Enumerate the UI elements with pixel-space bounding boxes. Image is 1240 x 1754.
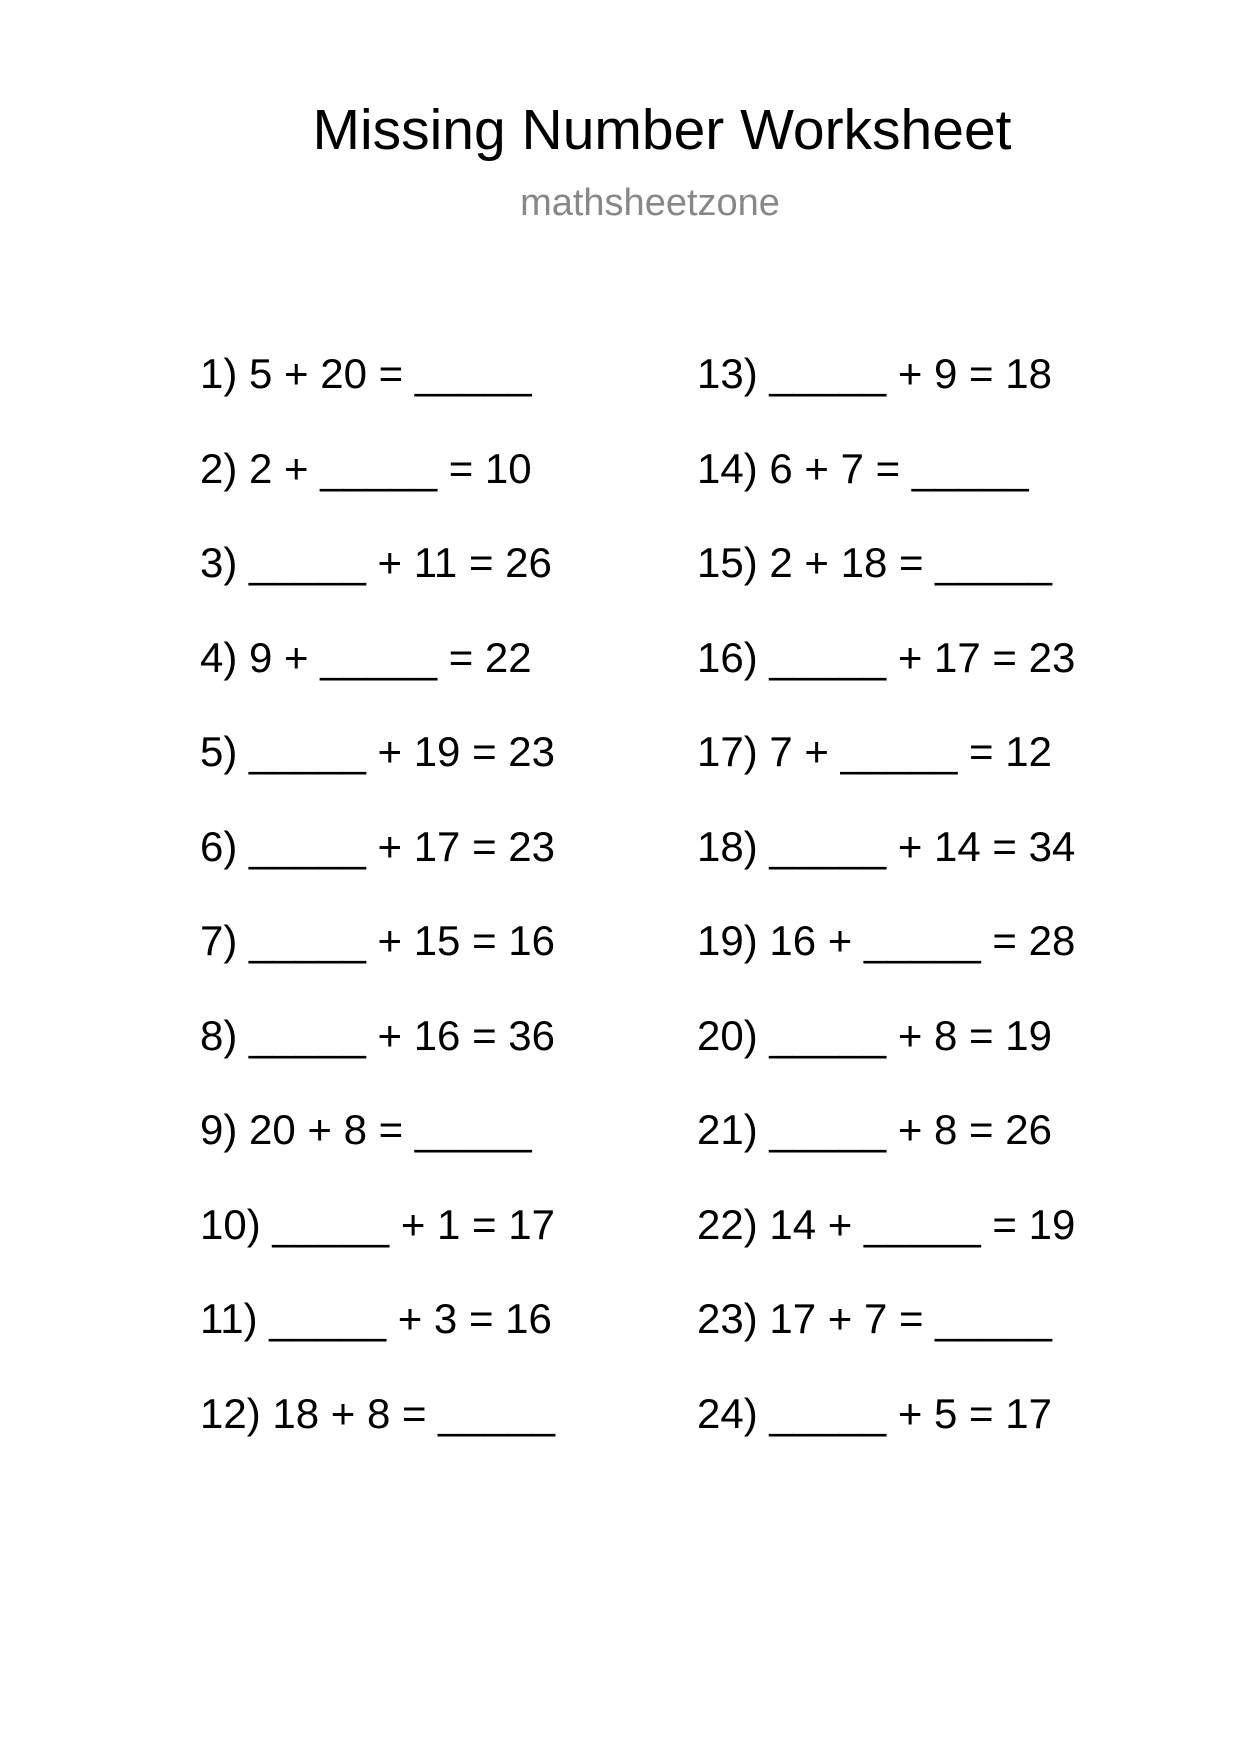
problem-equation: _____ + 11 = 26	[249, 539, 552, 586]
problem-equation: _____ + 8 = 26	[769, 1106, 1052, 1153]
problem-12	[200, 1384, 555, 1479]
problem-23	[697, 1289, 1075, 1384]
problem-equation: 18 + 8 = _____	[272, 1389, 555, 1437]
problem-equation: _____ + 3 = 16	[269, 1295, 552, 1342]
problem-equation: 16 + _____ = 28	[769, 917, 1076, 964]
problem-number: 20)	[697, 1011, 758, 1059]
problem-number: 2)	[200, 444, 238, 492]
problem-3	[200, 533, 555, 628]
problem-19	[697, 911, 1075, 1006]
problems-right-column	[697, 344, 1075, 1478]
problem-number: 10)	[200, 1200, 261, 1248]
problem-number: 15)	[697, 539, 758, 586]
problem-number: 1)	[200, 350, 238, 397]
problem-24	[697, 1384, 1075, 1479]
problem-number: 17)	[697, 728, 758, 775]
problem-6	[200, 817, 555, 912]
problem-equation: _____ + 9 = 18	[769, 350, 1052, 397]
problem-equation: 17 + 7 = _____	[769, 1295, 1052, 1342]
problem-equation: _____ + 14 = 34	[769, 822, 1076, 870]
problem-equation: _____ + 15 = 16	[249, 917, 555, 964]
problem-5	[200, 722, 555, 817]
problem-number: 18)	[697, 822, 758, 870]
problem-number: 22)	[697, 1200, 758, 1248]
problem-11	[200, 1289, 555, 1384]
problem-number: 16)	[697, 633, 758, 681]
problem-equation: 5 + 20 = _____	[249, 350, 532, 397]
problem-number: 4)	[200, 633, 238, 681]
problem-number: 6)	[200, 822, 238, 870]
problem-1	[200, 344, 555, 439]
problem-equation: 6 + 7 = _____	[769, 444, 1029, 492]
problem-8	[200, 1006, 555, 1101]
problem-10	[200, 1195, 555, 1290]
problem-14	[697, 439, 1075, 534]
problem-number: 13)	[697, 350, 758, 397]
problem-equation: 9 + _____ = 22	[249, 633, 532, 681]
problem-21	[697, 1100, 1075, 1195]
problem-15	[697, 533, 1075, 628]
problem-number: 23)	[697, 1295, 758, 1342]
problem-number: 5)	[200, 728, 238, 775]
problem-number: 9)	[200, 1106, 238, 1153]
problem-number: 7)	[200, 917, 238, 964]
problem-13	[697, 344, 1075, 439]
problem-equation: _____ + 5 = 17	[769, 1389, 1052, 1437]
problem-equation: _____ + 17 = 23	[769, 633, 1076, 681]
problem-number: 12)	[200, 1389, 261, 1437]
problem-number: 24)	[697, 1389, 758, 1437]
problem-7	[200, 911, 555, 1006]
problem-equation: _____ + 19 = 23	[249, 728, 555, 775]
problem-4	[200, 628, 555, 723]
problem-18	[697, 817, 1075, 912]
problem-equation: 20 + 8 = _____	[249, 1106, 532, 1153]
problem-number: 14)	[697, 444, 758, 492]
worksheet-source: mathsheetzone	[520, 182, 780, 224]
problem-number: 8)	[200, 1011, 238, 1059]
problem-number: 3)	[200, 539, 238, 586]
problem-equation: _____ + 17 = 23	[249, 822, 555, 870]
problem-9	[200, 1100, 555, 1195]
problem-2	[200, 439, 555, 534]
problem-equation: 2 + 18 = _____	[769, 539, 1052, 586]
problem-equation: _____ + 1 = 17	[272, 1200, 555, 1248]
problem-20	[697, 1006, 1075, 1101]
problem-equation: 14 + _____ = 19	[769, 1200, 1076, 1248]
problem-number: 19)	[697, 917, 758, 964]
problem-22	[697, 1195, 1075, 1290]
problem-equation: _____ + 8 = 19	[769, 1011, 1052, 1059]
problem-17	[697, 722, 1075, 817]
problem-equation: 2 + _____ = 10	[249, 444, 532, 492]
problem-equation: _____ + 16 = 36	[249, 1011, 555, 1059]
problem-16	[697, 628, 1075, 723]
worksheet-title: Missing Number Worksheet	[312, 98, 1012, 162]
problem-number: 21)	[697, 1106, 758, 1153]
problems-left-column	[200, 344, 555, 1478]
problem-number: 11)	[200, 1295, 258, 1342]
problem-equation: 7 + _____ = 12	[769, 728, 1052, 775]
